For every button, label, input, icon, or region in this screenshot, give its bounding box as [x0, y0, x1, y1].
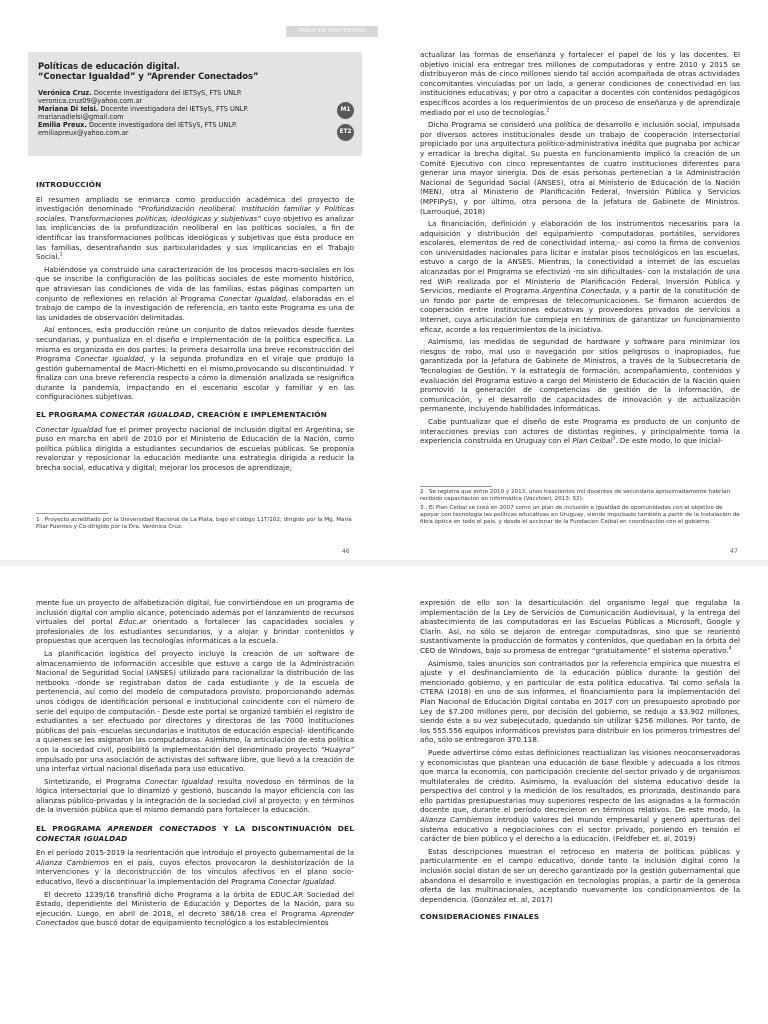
- page-49-body: [420, 598, 740, 927]
- session-badge-m1: M1: [337, 102, 354, 119]
- paragraph: La financiación, definición y elaboración de los instrumentos necesarios para la adquisición y distribución del equipamiento -computadoras portátiles, servidores escolares, elementos de red de conectividad interna;- así como la firma de convenios con universidades nacionales para licitar e instalar pisos tecnológicos en las escuelas, estuvo a cargo de la ANSES. Mientras, la conectividad a internet de las escuelas alcanzadas por el Programa se efectivizó -no sin dificultades- con la instalación de una red WiFi realizada por el Ministerio de Planificación Federal, Inversión Pública y Servicios, mediante el Programa Argentina Conectada, y a partir de la constitución de un fondo por parte de empresas de telecomunicaciones. Se firmaron acuerdos de cooperación entre instituciones educativas y proveedores privados de servicios a Internet, cuya articulación fue compleja en términos de garantizar un funcionamiento eficaz, acorde a los requerimientos de la iniciativa.: [420, 219, 740, 334]
- paragraph: mente fue un proyecto de alfabetización digital, fue convirtiéndose en un programa de inclusión digital con amplio alcance, potenciado además por el lanzamiento de recursos virtuales del portal Educ.ar orientado a fortalecer las capacidades sociales y profesionales de los estudiantes secundarios, y a alojar y brindar contenidos y propuestas que acerquen las tecnologías informáticas a la escuela.: [36, 598, 354, 646]
- paragraph: Estas descripciones muestran el retroceso en materia de políticas públicas y particularmente en el campo educativo, donde tanto la inclusión digital como la inclusión social distan de ser un derecho garantizado por la gestión gubernamental que abandona el desarrollo e investigación en tecnologías propias, a partir de la generosa oferta de las multinacionales, aceptando nuevamente los condicionamientos de la dependencia. (González et. al, 2017): [420, 846, 740, 904]
- section-heading-conectar-igualdad: EL PROGRAMA CONECTAR IGUALDAD, CREACIÓN E IMPLEMENTACIÓN: [36, 410, 327, 420]
- article-header: [28, 52, 362, 156]
- paragraph: Habiéndose ya construido una caracterización de los procesos macro-sociales en los que se inscribe la configuración de las políticas sociales de este momento histórico, que atraviesan las condiciones de vida de las familias, estas páginas comparten un conjunto de reflexiones en relación al Programa Conectar Igualdad, elaboradas en el trabajo de campo de la investigación de referencia, en tanto este Programa es una de las unidades de observación delimitadas.: [36, 264, 355, 322]
- author-entry: Emilia Preux. Docente investigadora del IETSyS, FTS UNLP.: [38, 121, 238, 130]
- page-48-body: [36, 598, 354, 931]
- author-email[interactable]: marianadielsi@gmail.com: [38, 113, 124, 122]
- page-spread-48-49: [0, 566, 768, 1024]
- paragraph: El decreto 1239/16 transfirió dicho Programa a la órbita de EDUC.AR Sociedad del Estado, dependiente del Ministerio de Educación y Deportes de la Nación, para su ejecución. Luego, en abril de 2018, el decreto 386/18 crea el Programa Aprender Conectados que buscó dotar de equipamiento tecnológico a los establecimientos: [36, 889, 354, 928]
- author-entry: Verónica Cruz. Docente investigadora del IETSyS, FTS UNLP.: [38, 89, 242, 97]
- paragraph: Dicho Programa se consideró una política de desarrollo e inclusión social, impulsada por diversos actores institucionales desde un trabajo de cooperación intersectorial propiciado por una arquitectura político-administrativa inédita que pugnaba por achicar y erradicar la brecha digital. Su puesta en funcionamiento implicó la creación de un Comité Ejecutivo con cinco representantes de cuatro instituciones diferentes para generar una mayor sinergia. Dos de esas personas pertenecían a la Administración Nacional de Seguridad Social (ANSES), otra al Ministerio de Educación de la Nación (MEN), otra al Ministerio de Planificación Federal, Inversión Pública y Servicios (MPFIPyS), y por último, otra persona de la Jefatura de Gabinete de Ministros. (Larrouqué, 2018): [420, 120, 740, 216]
- page-number-46: 46: [342, 548, 350, 555]
- section-heading-aprender-conectados: EL PROGRAMA APRENDER CONECTADOS Y LA DISCONTINUACIÓN DEL CONECTAR IGUALDAD: [36, 824, 355, 843]
- paragraph: actualizar las formas de enseñanza y fortalecer el papel de los y las docentes. El objetivo inicial era entregar tres millones de computadoras y entre 2010 y 2015 se distribuyeron más de cinco millones siendo tal acción acompañada de otras actividades concomitantes vinculadas por un lado, a generar condiciones de conectividad en las instituciones educativas; y por otro a capacitar a docentes con contenidos pedagógicos específicos acordes a los requerimientos de un proceso de enseñanza y de aprendizaje mediado por el uso de tecnologías.$^2$: [420, 50, 740, 117]
- page-number-47: 47: [730, 548, 738, 555]
- footnote-3: 3 . El Plan Ceibal se creó en 2007 como un plan de inclusión e igualdad de oportunidades con el objetivo de apoyar con tecnología las políticas educativas en Uruguay, siendo impulsado también a partir de la instalación de fibra óptica en todo el país, y desde el accionar de la Fundación Ceibal en coordinación con el gobierno.: [420, 505, 740, 525]
- table-of-contents-link[interactable]: TABLA DE CONTENIDOS: [286, 26, 378, 37]
- session-badge-et2: ET2: [337, 124, 354, 141]
- paragraph: El resumen ampliado se enmarca como producción académica del proyecto de investigación denominado “Profundización neoliberal: Institución familiar y Políticas sociales. Transformaciones políticas, ideológicas y subjetivas” cuyo objetivo es analizar las implicancias de la profundización neoliberal en las políticas sociales, a fin de identificar las transformaciones políticas ideológicas y subjetivas que ésta produce en las familias, desentrañando sus particularidades y sus implicancias en el Trabajo Social.$^1$: [36, 194, 354, 262]
- paragraph: Puede advertirse cómo estas definiciones reactualizan las visiones neoconservadoras y economicistas que plantean una educación de base flexible y adecuada a los ritmos que marca la economía, con participación creciente del sector privado y de organismos multilaterales de crédito. Asimismo, la evaluación del sistema educativo desde la perspectiva del control y la medición de los resultados, es priorizada, destinando para ello partidas presupuestarias muy superiores respecto de las asignadas a la formación docente que, durante el período decrecieron en términos relativos. De este modo, la Alianza Cambiemos introdujo valores del mundo empresarial y generó aperturas del sistema educativo a negociaciones con el sector privado, poniendo en tensión el carácter de bien público y el derecho a la educación. (Feldfeber et. al, 2019): [420, 747, 740, 844]
- paragraph: expresión de ello son la desarticulación del organismo legal que regulaba la implementación de la Ley de Servicios de Comunicación Audiovisual, y la entrega del abastecimiento de las computadoras en las Escuelas Públicas a Microsoft, Google y Clarín. Así, no sólo se dejaron de entregar computadoras, sino que se reorientó sustantivamente la producción de formatos y contenidos, que quedaban en la órbita del CEO de Windows, bajo su promesa de entregar “gratuitamente” el sistema operativo.$^4$: [420, 598, 740, 655]
- paragraph: La planificación logística del proyecto incluyó la creación de un software de almacenamiento de información accesible que estuvo a cargo de la Administración Nacional de Seguridad Social (ANSES) utilizado para racionalizar la distribución de las netbooks -donde se registraban datos de cada estudiante y de la escuela de pertenencia, así como del modelo de computadora provisto, proporcionando además unos códigos de identificación personal e institucional coincidente con el número de serie del equipo de computación.- Desde este portal se organizó también el registro de estudiantes a ser efectuado por directores y directoras de las 7000 instituciones públicas del país -escuelas secundarias e institutos de educación especial- identificando a quienes se les asignaron las computadoras. Asimismo, la articulación de esta política con la sociedad civil, posibilitó la implementación del denominado proyecto “Huayra” impulsado por una asociación de activistas del software libre, que llevó a la creación de una interfaz virtual nacional diseñada para uso educativo.: [36, 648, 354, 774]
- author-list: [38, 89, 328, 138]
- author-entry: Mariana Di Ielsi. Docente investigadora del IETSyS, FTS UNLP.: [38, 105, 249, 114]
- article-title: Políticas de educación digital. “Conectar Igualdad” y “Aprender Conectados”: [38, 61, 259, 81]
- author-email[interactable]: veronica.cruz09@yahoo.com.ar: [38, 97, 143, 106]
- footnote-1: 1 . Proyecto acreditado por la Universidad Nacional de La Plata, bajo el código 11T/102; dirigido por la Mg. María Pilar Fuentes y Co-dirigido por la Dra. Verónica Cruz.: [36, 517, 352, 530]
- page-47-body: [420, 50, 740, 449]
- paragraph: Asimismo, las medidas de seguridad de hardware y software para minimizar los riesgos de robo, mal uso o navegación por sitios peligrosos o inapropiados, fue garantizada por la Jefatura de Gabinete de Ministros, a través de la Subsecretaría de Tecnologías de Gestión. Y la estrategia de formación, acompañamiento, contenidos y evaluación del Programa estuvo a cargo del Ministerio de Educación de la Nación quien promovió la generación de competencias de gestión de la información, de comunicación, y el desarrollo de capacidades de innovación y de actualización permanente, incluyendo habilidades informáticas.: [420, 337, 740, 414]
- paragraph: Así entonces, esta producción reúne un conjunto de datos relevados desde fuentes secundarias, y puntualiza en el diseño e implementación de la política específica. La misma es organizada en dos partes: la primera desarrolla una breve reconstrucción del Programa Conectar Igualdad, y la segunda profundiza en el viraje que produjo la gestión gubernamental de Macri-Michetti en el mismo,provocando su discontinuidad. Y finaliza con una breve referencia respecto a cómo la dimensión analizada se resignifica durante la pandemia, impactando en el escenario escolar y familiar y en las configuraciones subjetivas.: [36, 325, 354, 402]
- paragraph: Asimismo, tales anuncios son contrariados por la referencia empírica que muestra el ajuste y el desfinanciamiento de la educación pública durante la gestión del mencionado gobierno, y en particular de esta política educativa. Tal como señala la CTERA (2018) en uno de sus informes, el financiamiento para la implementación del Plan Nacional de Educación Digital contaba en 2017 con un presupuesto aprobado por Ley de $7.200 millones pero, por decisión del gobierno, se redujo a $3.902 millones, siendo éste a su vez subejecutado, quedando sin utilizar $256 millones. Por tanto, de los 555.556 equipos informáticos previstos para distribuir en los primeros trimestres del año, sólo se entregaron 370.118.: [420, 658, 740, 745]
- page-46-body: [36, 176, 354, 476]
- footnote-rule: [420, 486, 492, 487]
- section-heading-introduccion: INTRODUCCIÓN: [36, 180, 102, 189]
- paragraph: Sintetizando, el Programa Conectar Igualdad resulta novedoso en términos de la lógica intersectorial que lo dinamizó y gestionó, buscando la mayor eficiencia con las alianzas público-privadas y la integración de la sociedad civil al proyecto; y en términos de la inversión pública que el mismo demandó para fortalecer la educación.: [36, 776, 354, 815]
- section-heading-consideraciones-finales: CONSIDERACIONES FINALES: [420, 912, 540, 922]
- paragraph: Conectar Igualdad fue el primer proyecto nacional de inclusión digital en Argentina; se puso en marcha en abril de 2010 por el Ministerio de Educación de la Nación, como política pública dirigida a estudiantes secundarios de escuelas públicas. Se proponía revalorizar y reposicionar la educación mediante una estrategia dirigida a reducir la brecha social, educativa y digital; mejorar los procesos de aprendizaje;: [36, 424, 354, 473]
- author-email[interactable]: emiliapreux@yahoo.com.ar: [38, 129, 129, 138]
- footnote-rule: [36, 513, 108, 514]
- paragraph: Cabe puntualizar que el diseño de este Programa es producto de un conjunto de interacciones previas con actores de distintas regiones, y principalmente toma la experiencia construida en Uruguay con el Plan Ceibal$^3$. De este modo, lo que inicial-: [420, 416, 740, 446]
- paragraph: En el período 2015-2019 la reorientación que introdujo el proyecto gubernamental de la Alianza Cambiemos en el país, cuyos efectos provocaron la deshistorización de la intervenciones y la deconstrucción de los vínculos afectivos en el plano socio-educativo, llevó a discontinuar la implementación del Programa Conectar Igualdad.: [36, 848, 354, 887]
- footnote-2: 2 . Se registra que entre 2010 y 2013, unos trescientos mil docentes de secundaria aproximadamente habrían recibido capacitación en informática (Vacchieri, 2013: 52).: [420, 489, 730, 502]
